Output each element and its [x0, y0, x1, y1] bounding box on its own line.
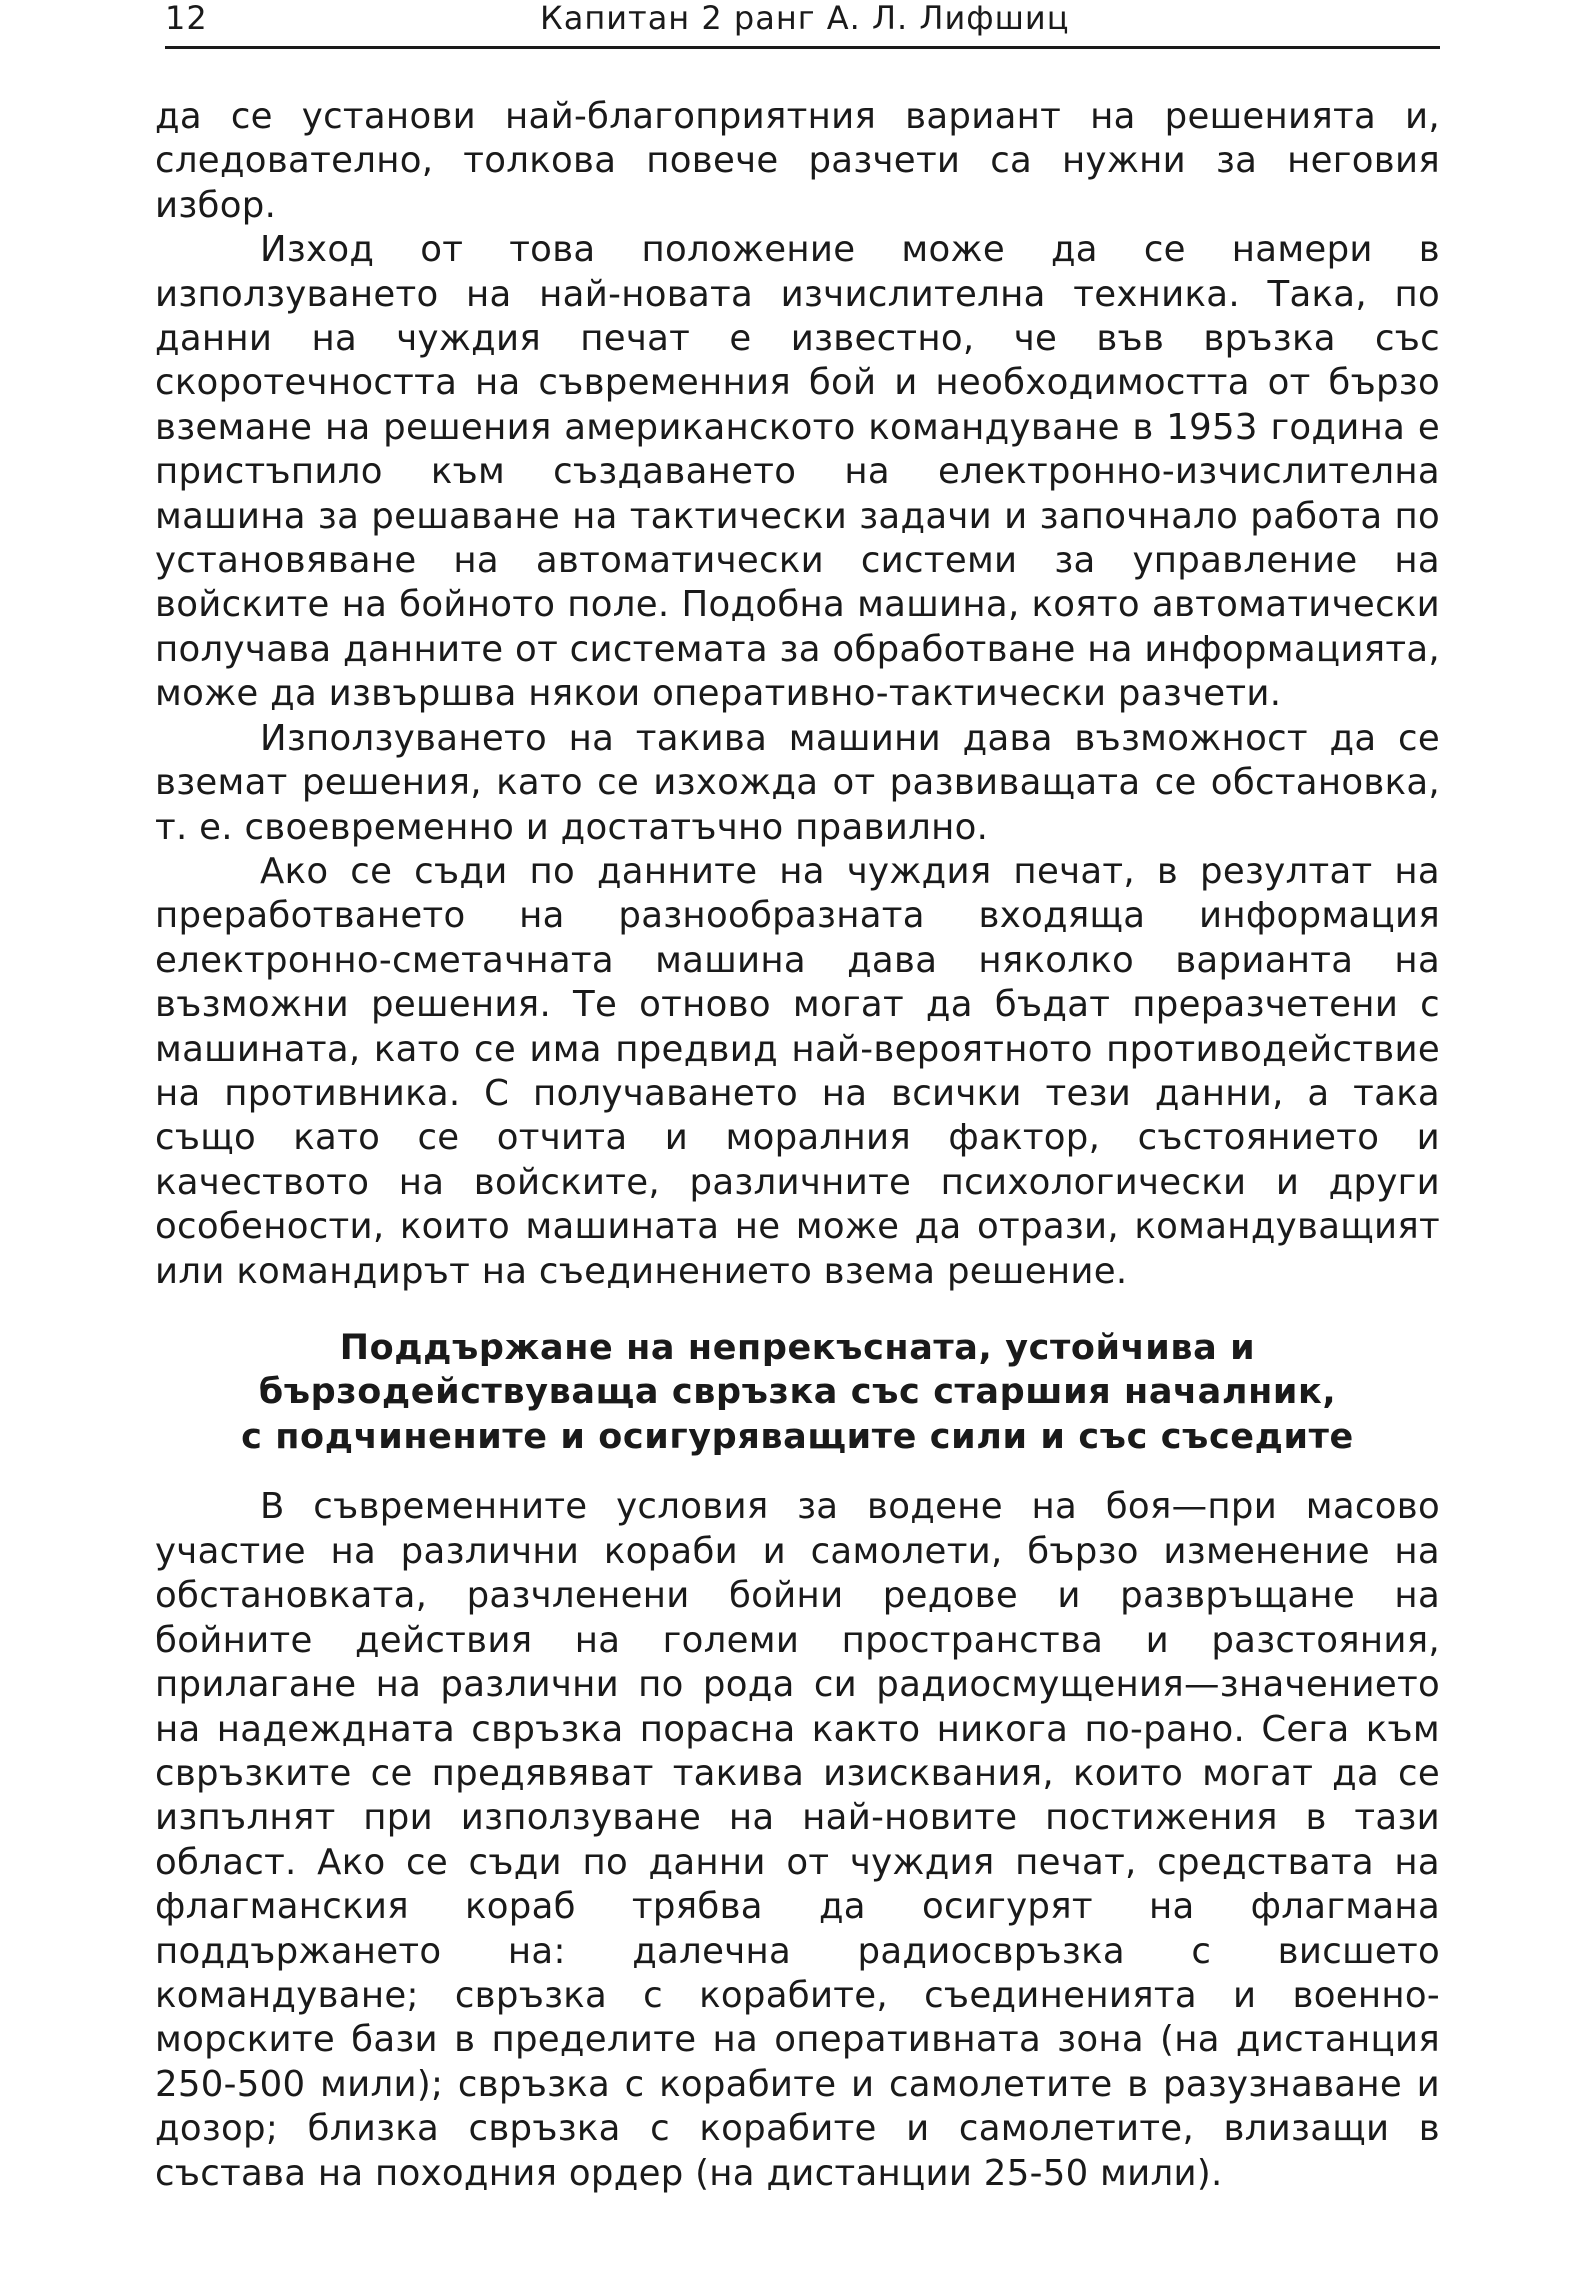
paragraph-4: Ако се съди по данните на чуждия печат, в резултат на преработването на разнообразната входяща информация електронно-сметачната машина дава няколко варианта на възможни решения. Те отново могат да бъдат преразчетени с машината, като се има предвид най-вероятното противодействие на противника. С получаването на всички тези данни, а така също като се отчита и моралния фактор, състоянието и качеството на войските, различните психологически и други особености, които машината не може да отрази, командуващият или командирът на съединението взема решение.	[155, 850, 1440, 1292]
section-heading	[155, 1326, 1440, 1460]
paragraph-3: Използуването на такива машини дава възможност да се вземат решения, като се изхожда от развиващата се обстановка, т. е. своевременно и достатъчно правилно.	[155, 717, 1440, 848]
running-head-title: Капитан 2 ранг А. Л. Лифшиц	[540, 0, 1070, 37]
page-number: 12	[165, 0, 208, 37]
section-paragraph-1: В съвременните условия за водене на боя—при масово участие на различни кораби и самолети, бързо изменение на обстановката, разчленени бойни редове и развръщане на бойните действия на големи пространства и разстояния, прилагане на различни по рода си радиосмущения—значението на надеждната свръзка порасна както никога по-рано. Сега към свръзките се предявяват такива изисквания, които могат да се изпълнят при използуване на най-новите постижения в тази област. Ако се съди по данни от чуждия печат, средствата на флагманския кораб трябва да осигурят на флагмана поддържането на: далечна радиосвръзка с висшето командуване; свръзка с корабите, съединенията и военно-морските бази в пределите на оперативната зона (на дистанция 250-500 мили); свръзка с корабите и самолетите в разузнаване и дозор; близка свръзка с корабите и самолетите, влизащи в състава на походния ордер (на дистанции 25-50 мили).	[155, 1486, 1440, 2194]
book-page	[155, 0, 1440, 2269]
paragraph-1: да се установи най-благоприятния вариант на решенията и, следователно, толкова повече разчети са нужни за неговия избор.	[155, 96, 1440, 226]
paragraph-2: Изход от това положение може да се намери в използуването на най-новата изчислителна техника. Така, по данни на чуждия печат е известно, че във връзка със скоротечността на съвременния бой и необходимостта от бързо вземане на решения американското командуване в 1953 година е пристъпило към създаването на електронно-изчислителна машина за решаване на тактически задачи и започнало работа по установяване на автоматически системи за управление на войските на бойното поле. Подобна машина, която автоматически получава данните от системата за обработване на информацията, може да извършва някои оперативно-тактически разчети.	[155, 229, 1440, 715]
running-head	[155, 0, 1440, 38]
section-heading-line-2: бързодействуваща свръзка със старшия началник,	[258, 1372, 1337, 1413]
body-text	[155, 95, 1440, 2196]
header-rule	[165, 46, 1440, 49]
section-heading-line-1: Поддържане на непрекъсната, устойчива и	[339, 1327, 1256, 1368]
section-heading-line-3: с подчинените и осигуряващите сили и със съседите	[241, 1416, 1354, 1457]
